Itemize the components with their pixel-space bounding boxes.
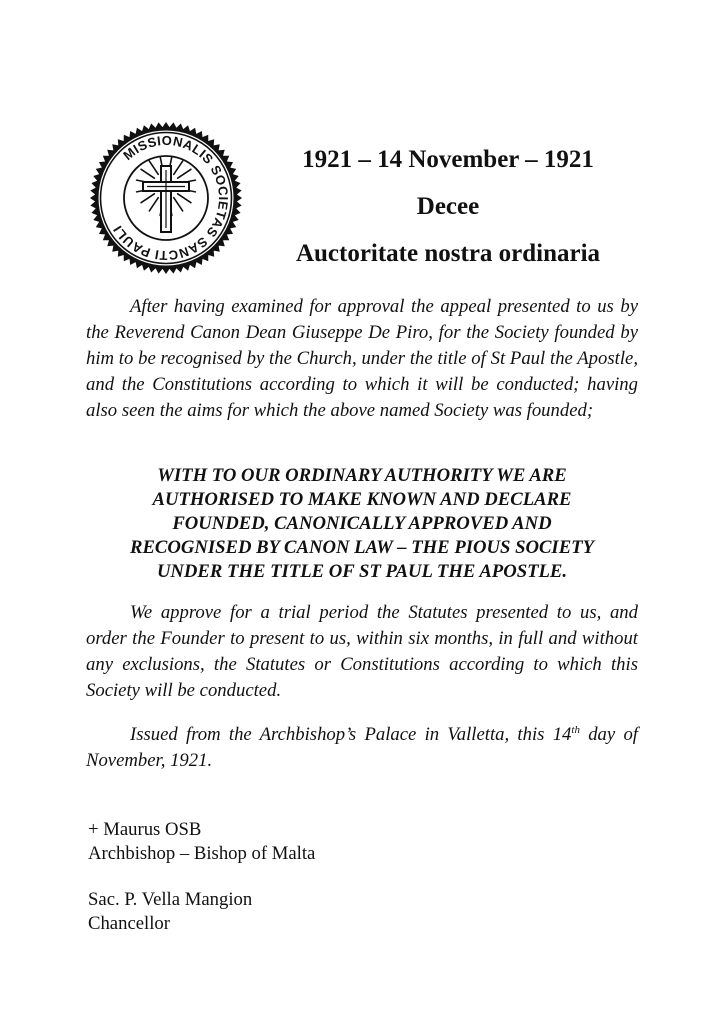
statutes-paragraph: We approve for a trial period the Statutes presented to us, and order the Founder to present to us, within six months, in full and without any exclusions, the Statutes or Constitutions according to which this Society will be conducted.: [86, 602, 638, 701]
society-seal: [88, 120, 244, 276]
cross-with-rays-icon: [88, 120, 244, 276]
chancellor-signature: [88, 888, 488, 936]
declaration-line: AUTHORISED TO MAKE KNOWN AND DECLARE: [152, 489, 572, 510]
declaration-line: RECOGNISED BY CANON LAW – THE PIOUS SOCIETY: [129, 537, 594, 558]
declaration-line: UNDER THE TITLE OF ST PAUL THE APOSTLE.: [156, 561, 568, 582]
date-line: 1921 – 14 November – 1921: [302, 146, 594, 173]
seal-lettering: MISSIONALIS SOCIETAS SANCTI PAULI: [109, 132, 232, 264]
page-subtitle: Auctoritate nostra ordinaria: [295, 240, 601, 267]
chancellor-name: Sac. P. Vella Mangion: [88, 889, 253, 910]
archbishop-signature: [88, 818, 488, 866]
issued-suffix: day of November, 1921.: [86, 724, 638, 771]
issued-prefix: Issued from the Archbishop’s Palace in Valletta, this 14: [130, 724, 572, 745]
issued-paragraph: [86, 722, 638, 774]
declaration-block: [86, 464, 638, 584]
decree-header: [258, 136, 638, 277]
declaration-line: WITH TO OUR ORDINARY AUTHORITY WE ARE: [157, 465, 567, 486]
declaration-line: FOUNDED, CANONICALLY APPROVED AND: [172, 513, 552, 534]
archbishop-title: Archbishop – Bishop of Malta: [88, 843, 316, 864]
chancellor-title: Chancellor: [88, 913, 170, 934]
issued-ordinal: th: [571, 724, 580, 736]
opening-paragraph: After having examined for approval the appeal presented to us by the Reverend Canon Dean Giuseppe De Piro, for the Society founded by him to be recognised by the Church, under the title of St Paul the Apostle, and the Constitutions according to which it will be conducted; having also seen the aims for which the above named Society was founded;: [86, 296, 638, 421]
archbishop-name: + Maurus OSB: [88, 819, 202, 840]
page-title: Decee: [416, 193, 480, 220]
